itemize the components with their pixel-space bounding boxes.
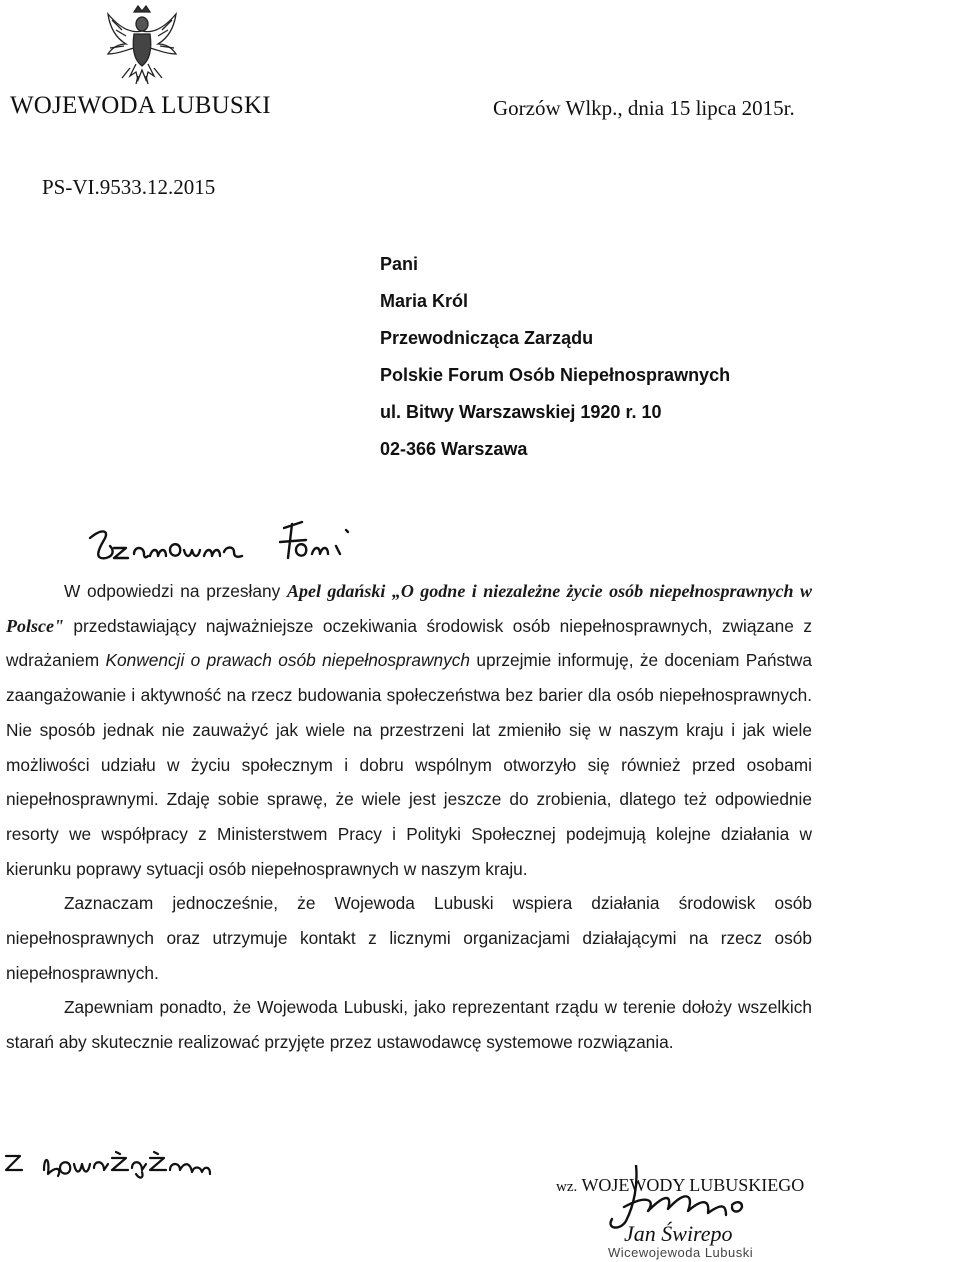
letter-body (6, 574, 812, 1060)
polish-eagle-emblem-icon (104, 4, 180, 88)
signature-block (536, 1165, 805, 1262)
body-paragraph-3: Zapewniam ponadto, że Wojewoda Lubuski, jako reprezentant rządu w terenie dołoży wszelkich starań aby skutecznie realizować przyjęte przez ustawodawcę systemowe rozwiązania. (6, 997, 812, 1053)
addressee-line: Przewodnicząca Zarządu (380, 328, 594, 348)
handwritten-salutation (84, 520, 374, 580)
place-date: Gorzów Wlkp., dnia 15 lipca 2015r. (493, 96, 795, 120)
signatory-title: Wicewojewoda Lubuski (608, 1245, 754, 1260)
body-paragraph-1 (6, 574, 812, 886)
addressee-line: Pani (380, 254, 419, 274)
signatory-name: Jan Świrepo (624, 1221, 733, 1246)
handwritten-closing (4, 1146, 264, 1186)
addressee-line: Polskie Forum Osób Niepełnosprawnych (380, 365, 731, 385)
addressee-line: ul. Bitwy Warszawskiej 1920 r. 10 (380, 402, 662, 422)
addressee-line: 02-366 Warszawa (380, 439, 528, 459)
addressee-block (380, 246, 730, 468)
convention-title: Konwencji o prawach osób niepełnosprawnych (105, 650, 471, 671)
body-text-span: W odpowiedzi na przesłany (64, 581, 287, 601)
body-paragraph-2: Zaznaczam jednocześnie, że Wojewoda Lubuski wspiera działania środowisk osób niepełnosprawnych oraz utrzymuje kontakt z licznymi organizacjami działającymi na rzecz osób niepełnosprawnych. (6, 893, 812, 983)
reference-number: PS-VI.9533.12.2015 (42, 175, 216, 199)
signature-prefix: wz. (556, 1179, 578, 1195)
body-text-span: uprzejmie informuję, że doceniam Państwa zaangażowanie i aktywność na rzecz budowania społeczeństwa bez barier dla osób niepełnosprawnych. Nie sposób jednak nie zauważyć jak wiele na przestrzeni lat zmieniło się w naszym kraju i jak wiele możliwości udziału w życiu społecznym i dobru wspólnym otworzyło się również przed osobami niepełnosprawnymi. Zdaję sobie sprawę, że wiele jest jeszcze do zrobienia, dlatego też odpowiednie resorty we współpracy z Ministerstwem Pracy i Polityki Społecznej podejmują kolejne działania w kierunku poprawy sytuacji osób niepełnosprawnych w naszym kraju. (6, 650, 812, 879)
appeal-title: Apel gdański „O godne i niezależne życie osób niepełnosprawnych w Polsce" (6, 581, 812, 636)
body-text-span: przedstawiający najważniejsze oczekiwania środowisk osób niepełnosprawnych, związane z wdrażaniem (6, 615, 812, 671)
addressee-line: Maria Król (380, 291, 469, 311)
issuer-name: WOJEWODA LUBUSKI (10, 92, 271, 119)
signature-office-name: WOJEWODY LUBUSKIEGO (581, 1175, 805, 1195)
